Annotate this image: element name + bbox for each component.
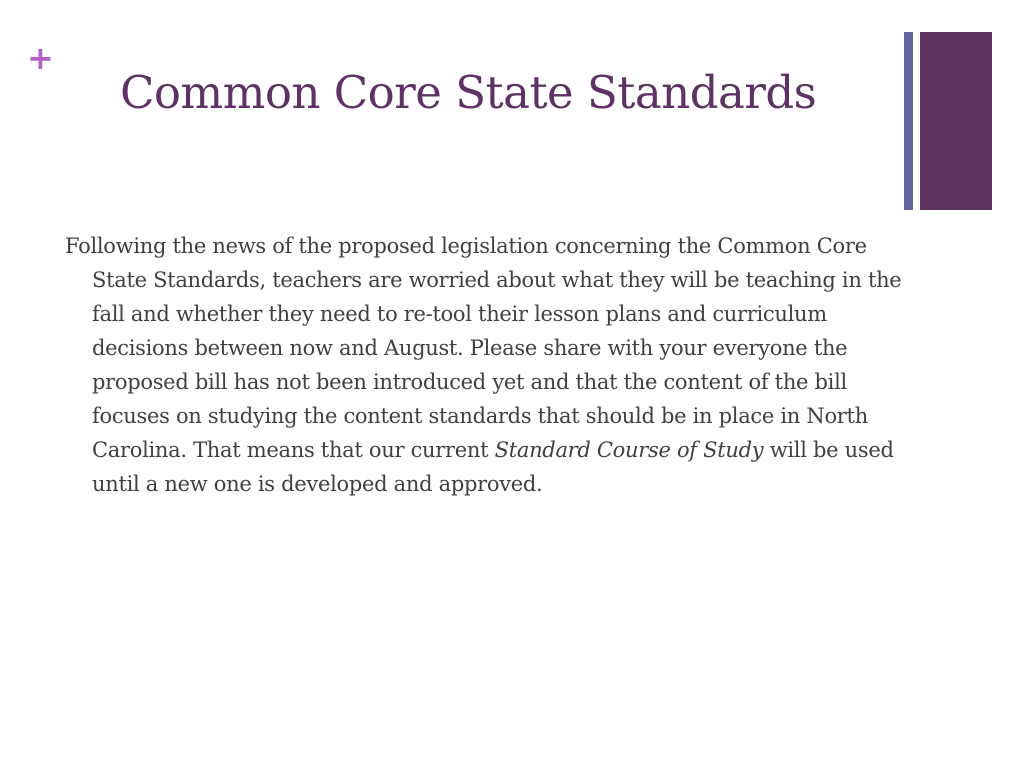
- decorative-bar-wide: [920, 32, 992, 210]
- body-text-intro: Following the news of the proposed legislation concerning the Common Core State Standards, teachers are worried about what they will be teaching in the fall and whether they need to re-tool their lesson plans and curriculum decisions between now and August. Please share with your everyone the proposed bill has not been introduced yet and that the content of the bill focuses on studying the content standards that should be in place in North Carolina. That means that our current: [65, 234, 902, 462]
- body-text-conclusion: will be used until a new one is developed and approved.: [92, 438, 894, 496]
- decorative-bar-thin: [904, 32, 913, 210]
- body-text-italic-title: Standard Course of Study: [494, 438, 764, 462]
- slide-title: Common Core State Standards: [120, 66, 817, 119]
- plus-icon: +: [27, 39, 54, 77]
- body-paragraph: [65, 229, 920, 501]
